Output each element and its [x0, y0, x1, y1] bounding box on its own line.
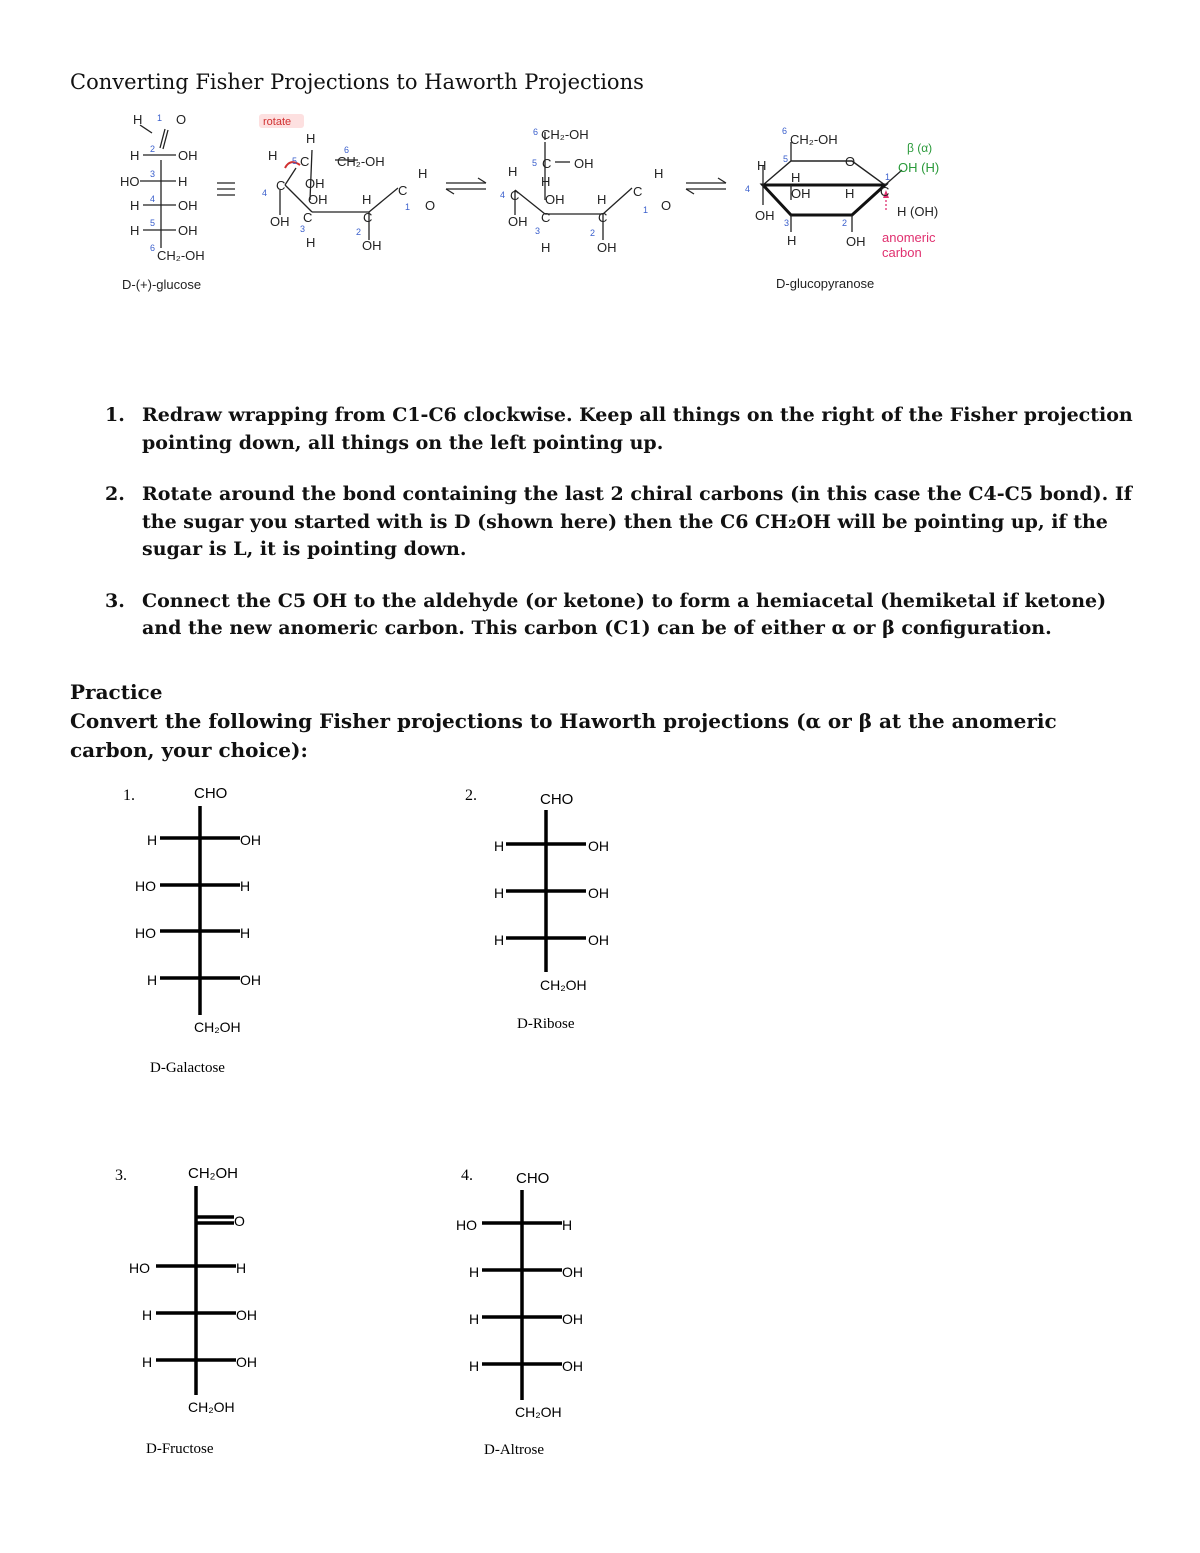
svg-text:1: 1: [157, 113, 163, 123]
svg-text:H: H: [597, 192, 607, 207]
svg-text:OH: OH: [545, 192, 565, 207]
svg-text:5: 5: [292, 156, 298, 166]
svg-text:H: H: [654, 166, 664, 181]
step-item: 1. Redraw wrapping from C1-C6 clockwise. Keep all things on the right of the Fisher projection pointing down, all things on the left pointing up.: [105, 404, 1133, 454]
bottom-group: CH₂OH: [515, 1404, 562, 1420]
svg-text:OH: OH: [791, 186, 811, 201]
top-group: CHO: [516, 1170, 550, 1187]
svg-text:OH: OH: [270, 214, 290, 229]
left-substituent: HO: [135, 925, 156, 941]
left-substituent: H: [494, 932, 505, 948]
svg-text:6: 6: [782, 126, 788, 136]
left-substituent: HO: [135, 878, 156, 894]
svg-text:H: H: [418, 166, 428, 181]
svg-text:O: O: [425, 198, 436, 213]
right-substituent: H: [236, 1260, 247, 1276]
anomeric-label-2: carbon: [882, 245, 922, 260]
svg-text:H: H: [306, 131, 316, 146]
svg-text:H: H: [178, 174, 188, 189]
fischer-problem-2: [460, 780, 720, 1050]
svg-text:H: H: [787, 233, 797, 248]
fischer-problem-1: [110, 780, 370, 1090]
left-substituent: H: [494, 885, 505, 901]
svg-text:C: C: [541, 210, 551, 225]
svg-text:6: 6: [150, 243, 156, 253]
svg-text:2: 2: [842, 218, 848, 228]
left-substituent: HO: [456, 1217, 477, 1233]
svg-text:4: 4: [500, 190, 506, 200]
glucose-conversion-scheme: [0, 100, 1200, 400]
svg-text:O: O: [661, 198, 672, 213]
svg-text:C: C: [276, 178, 286, 193]
right-substituent: OH: [562, 1264, 583, 1280]
svg-text:H: H: [133, 112, 143, 127]
svg-text:C: C: [303, 210, 313, 225]
svg-text:CH₂-OH: CH₂-OH: [541, 127, 589, 142]
pyranose-name: D-glucopyranose: [776, 276, 875, 291]
svg-text:OH: OH: [362, 238, 382, 253]
svg-text:OH: OH: [597, 240, 617, 255]
svg-text:H: H: [362, 192, 372, 207]
svg-text:2: 2: [590, 228, 596, 238]
rotate-label: rotate: [263, 116, 292, 128]
page-title: Converting Fisher Projections to Haworth Projections: [70, 70, 644, 94]
problem-number: 4.: [461, 1167, 473, 1184]
left-substituent: H: [147, 972, 158, 988]
left-substituent: H: [142, 1307, 153, 1323]
left-substituent: H: [469, 1358, 480, 1374]
svg-text:H: H: [791, 170, 801, 185]
top-group: CH₂OH: [188, 1165, 238, 1182]
svg-text:CH₂-OH: CH₂-OH: [337, 154, 385, 169]
svg-text:1: 1: [885, 172, 891, 182]
svg-text:CH₂-OH: CH₂-OH: [157, 248, 205, 263]
sugar-name: D-Altrose: [484, 1442, 544, 1458]
practice-heading: Practice: [70, 680, 163, 704]
svg-text:4: 4: [262, 188, 268, 198]
svg-text:OH: OH: [305, 176, 325, 191]
carbonyl-oxygen: O: [234, 1213, 245, 1229]
left-substituent: H: [494, 838, 505, 854]
svg-text:C: C: [300, 154, 310, 169]
practice-instruction: Convert the following Fisher projections to Haworth projections (α or β at the anomeric carbon, your choice):: [70, 709, 1057, 762]
problem-number: 3.: [115, 1167, 127, 1184]
right-substituent: OH: [562, 1358, 583, 1374]
top-group: CHO: [194, 785, 228, 802]
svg-text:C: C: [542, 156, 552, 171]
svg-text:CH₂-OH: CH₂-OH: [790, 132, 838, 147]
svg-text:OH: OH: [755, 208, 775, 223]
problem-number: 2.: [465, 787, 477, 804]
right-substituent: OH: [240, 972, 261, 988]
svg-text:OH: OH: [178, 148, 198, 163]
left-substituent: H: [469, 1311, 480, 1327]
left-substituent: HO: [129, 1260, 150, 1276]
bottom-group: CH₂OH: [540, 977, 587, 993]
svg-text:OH: OH: [178, 198, 198, 213]
left-substituent: H: [147, 832, 158, 848]
beta-alpha-label: β (α): [907, 141, 933, 155]
right-substituent: OH: [588, 932, 609, 948]
svg-text:4: 4: [150, 194, 156, 204]
svg-text:5: 5: [532, 158, 538, 168]
svg-text:C: C: [598, 210, 608, 225]
svg-text:H: H: [130, 198, 140, 213]
svg-text:C: C: [510, 188, 520, 203]
svg-text:OH: OH: [308, 192, 328, 207]
svg-text:OH: OH: [508, 214, 528, 229]
svg-text:6: 6: [344, 145, 350, 155]
svg-text:H: H: [757, 158, 767, 173]
svg-text:1: 1: [643, 205, 649, 215]
svg-text:2: 2: [150, 144, 156, 154]
svg-text:6: 6: [533, 127, 539, 137]
sugar-name: D-Galactose: [150, 1060, 225, 1076]
left-substituent: H: [142, 1354, 153, 1370]
svg-text:H: H: [306, 235, 316, 250]
svg-text:C: C: [363, 210, 373, 225]
problem-number: 1.: [123, 787, 135, 804]
left-substituent: H: [469, 1264, 480, 1280]
h-oh-label: H (OH): [897, 204, 939, 219]
svg-text:O: O: [845, 154, 856, 169]
fischer-problem-4: [455, 1160, 715, 1470]
oh-h-label: OH (H): [898, 160, 940, 175]
fischer-problem-3: [110, 1160, 370, 1470]
svg-text:H: H: [541, 240, 551, 255]
right-substituent: H: [562, 1217, 573, 1233]
step-item: 3. Connect the C5 OH to the aldehyde (or ketone) to form a hemiacetal (hemiketal if ketone) and the new anomeric carbon. This carbon (C1) can be of either α or β configuration.: [105, 589, 1107, 640]
svg-text:OH: OH: [846, 234, 866, 249]
svg-text:5: 5: [150, 218, 156, 228]
svg-text:5: 5: [783, 154, 789, 164]
right-substituent: OH: [240, 832, 261, 848]
svg-text:H: H: [268, 148, 278, 163]
right-substituent: OH: [562, 1311, 583, 1327]
right-substituent: OH: [236, 1307, 257, 1323]
svg-text:H: H: [130, 148, 140, 163]
sugar-name: D-Fructose: [146, 1441, 214, 1457]
svg-text:O: O: [176, 112, 187, 127]
top-group: CHO: [540, 791, 574, 808]
svg-text:1: 1: [405, 202, 411, 212]
svg-text:H: H: [845, 186, 855, 201]
right-substituent: OH: [588, 885, 609, 901]
svg-text:3: 3: [150, 169, 156, 179]
sugar-name: D-Ribose: [517, 1016, 575, 1032]
svg-text:4: 4: [745, 184, 751, 194]
svg-text:H: H: [130, 223, 140, 238]
anomeric-label-1: anomeric: [882, 230, 936, 245]
right-substituent: H: [240, 878, 251, 894]
svg-text:3: 3: [300, 224, 306, 234]
steps-list: [105, 402, 1145, 667]
bottom-group: CH₂OH: [194, 1019, 241, 1035]
svg-text:HO: HO: [120, 174, 140, 189]
svg-text:C: C: [880, 184, 890, 199]
right-substituent: OH: [588, 838, 609, 854]
svg-text:2: 2: [356, 227, 362, 237]
fischer-name: D-(+)-glucose: [122, 277, 202, 292]
svg-text:OH: OH: [178, 223, 198, 238]
right-substituent: H: [240, 925, 251, 941]
svg-text:H: H: [541, 174, 551, 189]
svg-text:3: 3: [784, 218, 790, 228]
svg-text:3: 3: [535, 226, 541, 236]
svg-text:C: C: [398, 183, 408, 198]
svg-text:H: H: [508, 164, 518, 179]
bottom-group: CH₂OH: [188, 1399, 235, 1415]
right-substituent: OH: [236, 1354, 257, 1370]
step-item: 2. Rotate around the bond containing the last 2 chiral carbons (in this case the C4-C5 bond). If the sugar you started with is D (shown here) then the C6 CH₂OH will be pointing up, if the sugar is L, it is pointing down.: [105, 483, 1132, 561]
svg-text:OH: OH: [574, 156, 594, 171]
svg-text:C: C: [633, 184, 643, 199]
